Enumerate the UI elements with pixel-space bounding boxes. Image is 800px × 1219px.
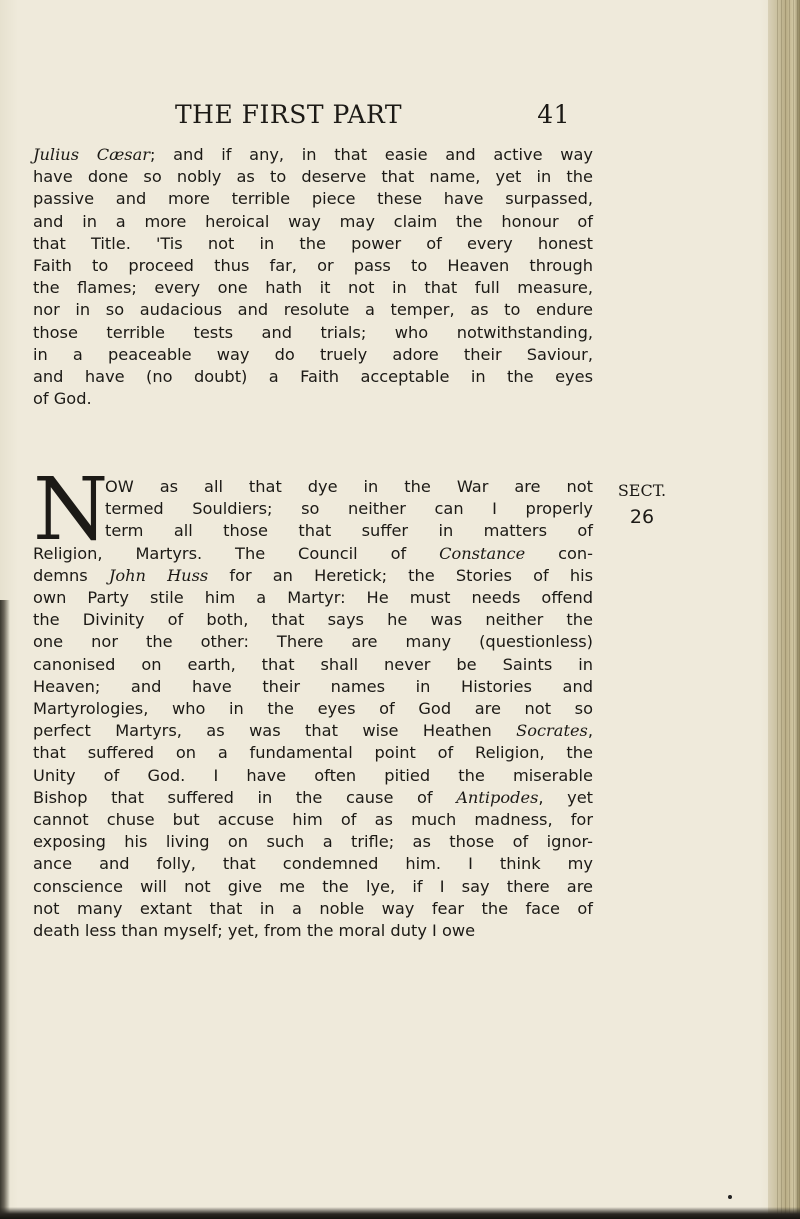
text-run: for an Heretick; the Stories of his xyxy=(208,565,594,585)
text-line xyxy=(33,188,593,210)
text-run: the Divinity of both, that says he was neither the xyxy=(33,610,593,630)
text-run: conscience will not give me the lye, if I say there are xyxy=(33,876,593,896)
running-title: THE FIRST PART xyxy=(175,100,403,129)
text-line xyxy=(33,898,593,920)
italic-text: Socrates xyxy=(516,721,588,741)
text-line xyxy=(33,322,593,344)
section-marker xyxy=(607,478,677,530)
text-run: Heaven; and have their names in Histories and xyxy=(33,676,593,696)
text-line xyxy=(33,676,593,698)
text-run: that suffered on a fundamental point of Religion, the xyxy=(33,743,593,763)
text-line xyxy=(33,299,593,321)
section-number: 26 xyxy=(629,506,655,528)
paragraph-2 xyxy=(33,460,594,942)
text-run: OW as all that dye in the War are not xyxy=(105,477,593,496)
text-run: have done so nobly as to deserve that name, yet in the xyxy=(33,167,593,187)
text-run: ance and folly, that condemned him. I think my xyxy=(33,854,593,874)
text-line xyxy=(33,720,593,742)
text-run: Religion, Martyrs. The Council of xyxy=(33,543,440,563)
text-line xyxy=(33,543,593,565)
text-line xyxy=(33,609,593,631)
text-run: and in a more heroical way may claim the honour of xyxy=(33,211,593,231)
text-run: one nor the other: There are many (questionless) xyxy=(33,632,593,652)
text-run: own Party stile him a Martyr: He must needs offend xyxy=(33,588,593,608)
text-line xyxy=(33,344,593,366)
text-line xyxy=(33,809,593,831)
text-line xyxy=(33,520,593,542)
italic-text: John Huss xyxy=(108,565,209,585)
page-number: 41 xyxy=(537,100,570,129)
text-line xyxy=(33,765,593,787)
text-line xyxy=(33,853,593,875)
text-run: the flames; every one hath it not in that full measure, xyxy=(33,278,593,298)
text-run: nor in so audacious and resolute a temper, as to endure xyxy=(33,300,593,320)
text-run: of God. xyxy=(33,389,92,409)
text-run: Unity of God. I have often pitied the miserable xyxy=(33,765,593,785)
text-run: cannot chuse but accuse him of as much madness, for xyxy=(33,810,593,830)
text-run: perfect Martyrs, as was that wise Heathen xyxy=(33,721,517,741)
page-edge-lines xyxy=(774,0,798,1219)
text-line xyxy=(33,144,593,166)
text-run: con- xyxy=(525,543,593,563)
drop-cap: N xyxy=(33,460,109,560)
text-line xyxy=(33,166,593,188)
text-line xyxy=(33,476,593,498)
text-line xyxy=(33,876,593,898)
text-line xyxy=(33,654,593,676)
text-run: and have (no doubt) a Faith acceptable in the eyes xyxy=(33,367,593,387)
text-run: demns xyxy=(33,565,109,585)
italic-text: Antipodes xyxy=(456,787,539,807)
ink-speck xyxy=(728,1195,732,1199)
text-line xyxy=(33,277,593,299)
bottom-edge-shadow xyxy=(0,1207,800,1219)
text-run: , xyxy=(587,721,593,741)
section-label: SECT. xyxy=(617,481,667,500)
text-line xyxy=(33,366,593,388)
text-run: Bishop that suffered in the cause of xyxy=(33,787,457,807)
text-run: exposing his living on such a trifle; as those of ignor- xyxy=(33,832,593,852)
text-run: Martyrologies, who in the eyes of God are not so xyxy=(33,699,593,719)
text-line xyxy=(33,920,593,942)
text-run: passive and more terrible piece these have surpassed, xyxy=(33,189,593,209)
paragraph-2-lines xyxy=(33,460,594,942)
text-line xyxy=(33,498,593,520)
italic-text: Julius Cæsar xyxy=(33,145,150,164)
running-header xyxy=(175,100,570,129)
text-run: term all those that suffer in matters of xyxy=(105,521,593,541)
binding-shadow xyxy=(0,600,10,1219)
text-run: in a peaceable way do truely adore their Saviour, xyxy=(33,344,593,364)
text-line xyxy=(33,255,593,277)
text-run: those terrible tests and trials; who notwithstanding, xyxy=(33,322,593,342)
text-run: ; and if any, in that easie and active way xyxy=(150,145,593,164)
text-line xyxy=(33,565,593,587)
text-run: termed Souldiers; so neither can I properly xyxy=(105,499,593,519)
text-line xyxy=(33,698,593,720)
paragraph-1 xyxy=(33,144,593,410)
text-run: death less than myself; yet, from the moral duty I owe xyxy=(33,921,476,941)
text-line xyxy=(33,587,593,609)
text-run: Faith to proceed thus far, or pass to Heaven through xyxy=(33,256,593,276)
italic-text: Constance xyxy=(439,543,526,563)
text-run: canonised on earth, that shall never be Saints in xyxy=(33,654,593,674)
text-line xyxy=(33,211,593,233)
text-run: not many extant that in a noble way fear the face of xyxy=(33,898,593,918)
text-line xyxy=(33,233,593,255)
text-line xyxy=(33,742,593,764)
text-line xyxy=(33,831,593,853)
text-run: , yet xyxy=(538,787,593,807)
text-line xyxy=(33,388,593,410)
text-line xyxy=(33,631,593,653)
text-run: that Title. 'Tis not in the power of every honest xyxy=(33,233,593,253)
text-line xyxy=(33,787,593,809)
